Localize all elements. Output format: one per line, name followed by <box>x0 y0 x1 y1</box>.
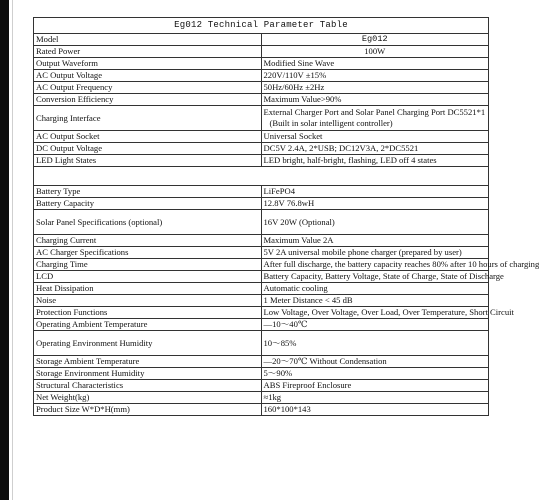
row-label: Charging Time <box>34 259 262 271</box>
row-label: AC Output Frequency <box>34 82 262 94</box>
table-row <box>34 368 489 380</box>
row-value: Automatic cooling <box>261 283 489 295</box>
row-value: 100W <box>261 46 489 58</box>
row-value-line: (Built in solar intelligent controller) <box>269 118 393 128</box>
row-label: Output Waveform <box>34 58 262 70</box>
row-value: Maximum Value 2A <box>261 235 489 247</box>
row-value: ≈1kg <box>261 392 489 404</box>
row-label: AC Output Voltage <box>34 70 262 82</box>
row-label: AC Output Socket <box>34 131 262 143</box>
table-row <box>34 356 489 368</box>
row-value: 1 Meter Distance < 45 dB <box>261 295 489 307</box>
table-row <box>34 283 489 295</box>
table-row <box>34 46 489 58</box>
row-value: —20～70℃ Without Condensation <box>261 356 489 368</box>
row-label: Storage Environment Humidity <box>34 368 262 380</box>
row-label: DC Output Voltage <box>34 143 262 155</box>
table-row <box>34 331 489 356</box>
table-row <box>34 155 489 167</box>
row-value: LiFePO4 <box>261 186 489 198</box>
row-value: 5～90% <box>261 368 489 380</box>
table-row <box>34 143 489 155</box>
row-value: 16V 20W (Optional) <box>261 210 489 235</box>
row-value: 220V/110V ±15% <box>261 70 489 82</box>
row-label: Conversion Efficiency <box>34 94 262 106</box>
row-value: 160*100*143 <box>261 404 489 416</box>
left-edge-divider <box>12 0 13 500</box>
row-value: Modified Sine Wave <box>261 58 489 70</box>
table-row <box>34 380 489 392</box>
row-label: Product Size W*D*H(mm) <box>34 404 262 416</box>
table-row <box>34 131 489 143</box>
table-row <box>34 58 489 70</box>
table-row <box>34 70 489 82</box>
table-row <box>34 210 489 235</box>
row-label: Protection Functions <box>34 307 262 319</box>
row-value: Eg012 <box>261 34 489 46</box>
row-value <box>261 106 489 131</box>
table-row <box>34 34 489 46</box>
row-value: ABS Fireproof Enclosure <box>261 380 489 392</box>
row-label: Charging Interface <box>34 106 262 131</box>
table-row <box>34 235 489 247</box>
row-label: Structural Characteristics <box>34 380 262 392</box>
row-label: Battery Type <box>34 186 262 198</box>
row-label: Heat Dissipation <box>34 283 262 295</box>
row-label: LED Light States <box>34 155 262 167</box>
row-value: 50Hz/60Hz ±2Hz <box>261 82 489 94</box>
table-title-row <box>34 18 489 34</box>
row-value: 12.8V 76.8wH <box>261 198 489 210</box>
row-value: Universal Socket <box>261 131 489 143</box>
row-label: Rated Power <box>34 46 262 58</box>
row-value-line: External Charger Port and Solar Panel Charging Port DC5521*1 <box>263 107 486 117</box>
section-gap <box>34 167 489 186</box>
row-label: Noise <box>34 295 262 307</box>
parameter-sheet <box>33 17 539 416</box>
section-spacer <box>34 167 489 186</box>
table-row <box>34 271 489 283</box>
table-row <box>34 295 489 307</box>
row-label: Operating Environment Humidity <box>34 331 262 356</box>
row-label: Storage Ambient Temperature <box>34 356 262 368</box>
table-row <box>34 307 489 319</box>
row-value: 5V 2A universal mobile phone charger (prepared by user) <box>261 247 489 259</box>
table-row <box>34 319 489 331</box>
row-label: Battery Capacity <box>34 198 262 210</box>
table-row <box>34 198 489 210</box>
table-row <box>34 94 489 106</box>
table-row <box>34 404 489 416</box>
row-value: Battery Capacity, Battery Voltage, State of Charge, State of Discharge <box>261 271 489 283</box>
row-label: Charging Current <box>34 235 262 247</box>
row-label: Net Weight(kg) <box>34 392 262 404</box>
parameter-table <box>33 17 539 416</box>
row-value: Maximum Value>90% <box>261 94 489 106</box>
table-row <box>34 106 489 131</box>
row-value: LED bright, half-bright, flashing, LED off 4 states <box>261 155 489 167</box>
row-label: LCD <box>34 271 262 283</box>
row-value: Low Voltage, Over Voltage, Over Load, Over Temperature, Short Circuit <box>261 307 489 319</box>
table-title: Eg012 Technical Parameter Table <box>34 18 489 34</box>
table-row <box>34 247 489 259</box>
table-row <box>34 392 489 404</box>
table-row <box>34 82 489 94</box>
row-label: Model <box>34 34 262 46</box>
row-label: Solar Panel Specifications (optional) <box>34 210 262 235</box>
row-label: Operating Ambient Temperature <box>34 319 262 331</box>
row-label: AC Charger Specifications <box>34 247 262 259</box>
table-row <box>34 186 489 198</box>
table-row <box>34 259 489 271</box>
left-edge-bar <box>0 0 9 500</box>
row-value: After full discharge, the battery capacity reaches 80% after 10 hours of charging <box>261 259 489 271</box>
row-value: DC5V 2.4A, 2*USB; DC12V3A, 2*DC5521 <box>261 143 489 155</box>
row-value: 10～85% <box>261 331 489 356</box>
row-value: —10～40℃ <box>261 319 489 331</box>
